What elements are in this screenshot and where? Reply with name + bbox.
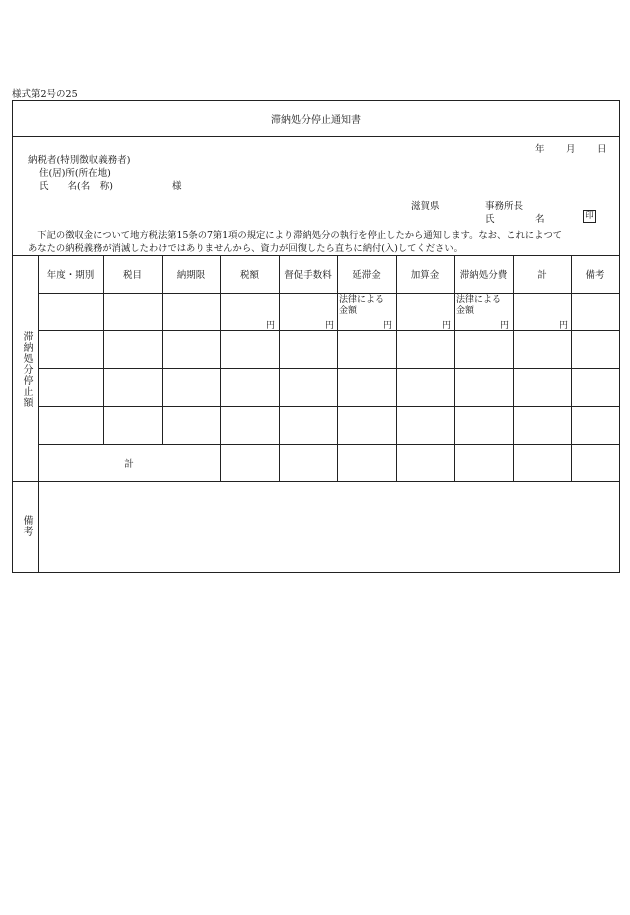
- header-fiscal-year: 年度・期別: [46, 270, 95, 281]
- header-late-charge: 延滞金: [352, 270, 381, 281]
- notice-form: [12, 100, 620, 573]
- issuer-office-chief: 事務所長: [485, 201, 524, 212]
- yen-tax-amount: 円: [266, 321, 276, 331]
- late-charge-note-2: 金額: [339, 306, 358, 316]
- late-charge-note-1: 法律による: [339, 295, 385, 305]
- title-divider: [13, 136, 619, 137]
- total-row-label: 計: [124, 458, 134, 470]
- remarks-label: 備考: [21, 515, 32, 537]
- form-title: 滞納処分停止通知書: [271, 115, 361, 126]
- row-divider-3: [38, 406, 619, 407]
- taxpayer-heading: 納税者(特別徴収義務者): [28, 155, 131, 166]
- date-year: 年: [535, 144, 545, 155]
- issuer-prefecture: 滋賀県: [411, 201, 440, 212]
- issuer-name-label-1: 氏: [485, 214, 495, 225]
- yen-reminder-fee: 円: [325, 321, 335, 331]
- remarks-divider: [38, 481, 39, 573]
- notice-text-line-2: あなたの納税義務が消滅したわけではありませんから、資力が回復したら直ちに納付(入)してください。: [28, 243, 463, 254]
- form-number: 様式第2号の25: [12, 89, 78, 100]
- disposition-note-1: 法律による: [456, 295, 502, 305]
- yen-additional-tax: 円: [442, 321, 452, 331]
- yen-late-charge: 円: [383, 321, 393, 331]
- header-remarks: 備考: [585, 270, 605, 281]
- notice-text-line-1: 下記の徴収金について地方税法第15条の7第1項の規定により滞納処分の執行を停止したから通知します。なお、これによつて: [28, 230, 563, 241]
- date-day: 日: [597, 144, 607, 155]
- yen-disposition-cost: 円: [500, 321, 510, 331]
- taxpayer-name-label: 氏 名(名 称): [39, 181, 113, 192]
- side-label: 滞納処分停止額: [21, 331, 32, 408]
- header-total: 計: [537, 270, 547, 281]
- taxpayer-address-label: 住(居)所(所在地): [39, 168, 111, 179]
- header-disposition-cost: 滞納処分費: [459, 270, 508, 281]
- header-additional-tax: 加算金: [410, 270, 440, 281]
- header-due-date: 納期限: [176, 270, 206, 281]
- seal-mark: 印: [583, 210, 596, 223]
- disposition-note-2: 金額: [456, 306, 475, 316]
- honorific: 様: [172, 181, 182, 192]
- table-bottom-line: [13, 481, 619, 482]
- yen-total: 円: [559, 321, 569, 331]
- header-tax-item: 税目: [122, 270, 142, 281]
- header-tax-amount: 税額: [239, 270, 259, 281]
- header-reminder-fee: 督促手数料: [284, 270, 332, 281]
- date-month: 月: [566, 144, 576, 155]
- header-divider: [38, 293, 619, 294]
- issuer-name-label-2: 名: [535, 214, 545, 225]
- row-divider-2: [38, 368, 619, 369]
